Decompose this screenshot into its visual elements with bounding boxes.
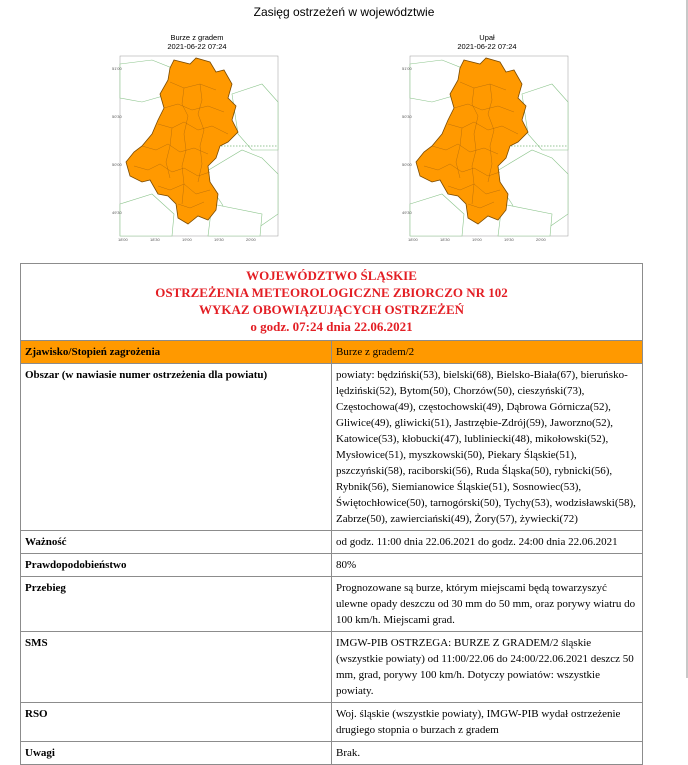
x-tick-label: 18'30 bbox=[150, 237, 160, 242]
map-caption-time: 2021-06-22 07:24 bbox=[167, 42, 227, 51]
x-tick-label: 19'00 bbox=[182, 237, 192, 242]
y-tick-label: 50'00 bbox=[112, 162, 122, 167]
table-row-przebieg bbox=[21, 577, 643, 632]
table-row-zjawisko bbox=[21, 341, 643, 364]
y-tick-label: 50'30 bbox=[402, 114, 412, 119]
heading-bulletin: OSTRZEŻENIA METEOROLOGICZNE ZBIORCZO NR 102 bbox=[155, 285, 508, 300]
row-value: IMGW-PIB OSTRZEGA: BURZE Z GRADEM/2 śląskie (wszystkie powiaty) od 11:00/22.06 do 24:00/22.06.2021 deszcz 50 mm, grad, porywy 100 km/h. Dotyczy powiatów: wszystkie powiaty. bbox=[332, 632, 643, 703]
map-caption-title: Upał bbox=[479, 33, 495, 42]
row-value: Brak. bbox=[332, 742, 643, 765]
x-tick-label: 18'00 bbox=[118, 237, 128, 242]
x-tick-label: 19'30 bbox=[214, 237, 224, 242]
table-row-waznosc bbox=[21, 531, 643, 554]
row-label: SMS bbox=[21, 632, 332, 703]
row-value: Burze z gradem/2 bbox=[332, 341, 643, 364]
table-row-prawdopodobienstwo bbox=[21, 554, 643, 577]
row-value: Woj. śląskie (wszystkie powiaty), IMGW-PIB wydał ostrzeżenie drugiego stopnia o burzach z gradem bbox=[332, 703, 643, 742]
map-silesia-icon bbox=[402, 54, 572, 242]
row-value: od godz. 11:00 dnia 22.06.2021 do godz. 24:00 dnia 22.06.2021 bbox=[332, 531, 643, 554]
table-row-sms bbox=[21, 632, 643, 703]
map-panel-burze bbox=[112, 33, 282, 242]
heading-timestamp: o godz. 07:24 dnia 22.06.2021 bbox=[250, 319, 413, 334]
y-tick-label: 50'00 bbox=[402, 162, 412, 167]
table-row-obszar bbox=[21, 364, 643, 531]
y-tick-label: 49'30 bbox=[402, 210, 412, 215]
table-row-uwagi bbox=[21, 742, 643, 765]
row-label: Ważność bbox=[21, 531, 332, 554]
row-label: Zjawisko/Stopień zagrożenia bbox=[21, 341, 332, 364]
y-tick-label: 51'00 bbox=[112, 66, 122, 71]
row-label: Obszar (w nawiasie numer ostrzeżenia dla powiatu) bbox=[21, 364, 332, 531]
x-tick-label: 20'00 bbox=[246, 237, 256, 242]
map-silesia-icon bbox=[112, 54, 282, 242]
row-label: Przebieg bbox=[21, 577, 332, 632]
x-tick-label: 18'00 bbox=[408, 237, 418, 242]
warning-map-upal bbox=[402, 54, 572, 242]
row-label: Uwagi bbox=[21, 742, 332, 765]
x-tick-label: 20'00 bbox=[536, 237, 546, 242]
table-heading-row bbox=[21, 264, 643, 341]
x-tick-label: 19'30 bbox=[504, 237, 514, 242]
y-tick-label: 49'30 bbox=[112, 210, 122, 215]
x-tick-label: 18'30 bbox=[440, 237, 450, 242]
row-value: 80% bbox=[332, 554, 643, 577]
map-caption-title: Burze z gradem bbox=[170, 33, 224, 42]
y-tick-label: 51'00 bbox=[402, 66, 412, 71]
row-value: Prognozowane są burze, którym miejscami będą towarzyszyć ulewne opady deszczu od 30 mm do 50 mm, oraz porywy wiatru do 100 km/h. Miejscami grad. bbox=[332, 577, 643, 632]
map-panel-upal bbox=[402, 33, 572, 242]
x-tick-label: 19'00 bbox=[472, 237, 482, 242]
table-row-rso bbox=[21, 703, 643, 742]
row-value: powiaty: będziński(53), bielski(68), Bielsko-Biała(67), bieruńsko-lędziński(52), Bytom(50), Chorzów(50), cieszyński(73), Częstochowa(49), częstochowski(49), Dąbrowa Górnicza(52), Gliwice(49), gliwicki(51), Jastrzębie-Zdrój(59), Jaworzno(52), Katowice(53), kłobucki(47), lubliniecki(48), mikołowski(52), Mysłowice(51), myszkowski(50), Piekary Śląskie(51), pszczyński(58), raciborski(56), Ruda Śląska(50), rybnicki(56), Rybnik(56), Siemianowice Śląskie(51), Sosnowiec(53), Świętochłowice(50), tarnogórski(50), Tychy(53), wodzisławski(58), Zabrze(50), zawierciański(49), Żory(57), żywiecki(72) bbox=[332, 364, 643, 531]
row-label: Prawdopodobieństwo bbox=[21, 554, 332, 577]
warning-map-burze bbox=[112, 54, 282, 242]
heading-region: WOJEWÓDZTWO ŚLĄSKIE bbox=[246, 268, 417, 283]
heading-list: WYKAZ OBOWIĄZUJĄCYCH OSTRZEŻEŃ bbox=[198, 302, 465, 317]
table-heading bbox=[21, 264, 643, 341]
map-caption-time: 2021-06-22 07:24 bbox=[457, 42, 517, 51]
page-title: Zasięg ostrzeżeń w województwie bbox=[253, 5, 435, 19]
warning-table bbox=[20, 263, 643, 765]
y-tick-label: 50'30 bbox=[112, 114, 122, 119]
row-label: RSO bbox=[21, 703, 332, 742]
